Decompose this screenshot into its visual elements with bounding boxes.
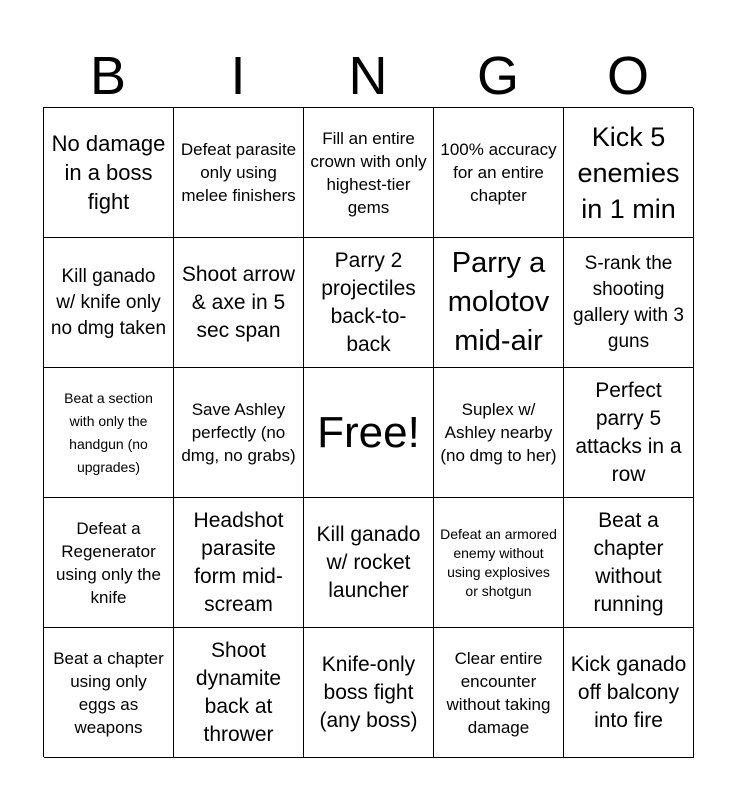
bingo-cell-r1c3[interactable] (304, 108, 434, 238)
cell-text: Parry a molotov mid-air (447, 247, 550, 357)
header-letter-g: G (476, 46, 519, 106)
bingo-cell-r2c5[interactable] (564, 238, 694, 368)
header-letter-o: O (606, 46, 649, 106)
bingo-cell-r5c1[interactable] (44, 628, 174, 758)
bingo-cell-r1c1[interactable] (44, 108, 174, 238)
bingo-cell-r3c4[interactable] (434, 368, 564, 498)
bingo-cell-r1c4[interactable] (434, 108, 564, 238)
cell-text: Knife-only boss fight (any boss) (319, 652, 418, 732)
cell-text: Clear entire encounter without taking damage (446, 648, 551, 737)
cell-text: Perfect parry 5 attacks in a row (575, 378, 682, 486)
bingo-cell-r3c1[interactable] (44, 368, 174, 498)
bingo-cell-r3c2[interactable] (174, 368, 304, 498)
bingo-cell-r5c3[interactable] (304, 628, 434, 758)
bingo-cell-r2c2[interactable] (174, 238, 304, 368)
cell-text: Defeat parasite only using melee finishers (180, 140, 297, 205)
bingo-cell-r1c2[interactable] (174, 108, 304, 238)
cell-text: Shoot dynamite back at thrower (195, 638, 282, 746)
bingo-cell-r5c4[interactable] (434, 628, 564, 758)
free-space-text: Free! (317, 407, 420, 457)
cell-text: Kick 5 enemies in 1 min (577, 121, 680, 224)
cell-text: Parry 2 projectiles back-to-back (321, 248, 416, 356)
cell-text: Defeat a Regenerator using only the knife (56, 518, 161, 607)
header-letter-i: I (230, 46, 246, 106)
cell-text: Kill ganado w/ knife only no dmg taken (50, 265, 167, 339)
cell-text: Suplex w/ Ashley nearby (no dmg to her) (440, 400, 557, 465)
cell-text: Beat a chapter using only eggs as weapons (53, 648, 164, 737)
bingo-cell-r4c2[interactable] (174, 498, 304, 628)
cell-text: Kick ganado off balcony into fire (570, 652, 687, 732)
cell-text: Beat a section with only the handgun (no upgrades) (64, 389, 153, 475)
bingo-board (43, 107, 693, 757)
cell-text: Save Ashley perfectly (no dmg, no grabs) (181, 400, 296, 465)
bingo-cell-r1c5[interactable] (564, 108, 694, 238)
header-letter-b: B (89, 46, 127, 106)
cell-text: S-rank the shooting gallery with 3 guns (573, 252, 684, 352)
bingo-cell-r4c4[interactable] (434, 498, 564, 628)
cell-text: Beat a chapter without running (593, 508, 664, 616)
cell-text: No damage in a boss fight (51, 131, 166, 214)
cell-text: Shoot arrow & axe in 5 sec span (181, 262, 296, 342)
header-letter-n: N (348, 46, 388, 106)
bingo-cell-r4c5[interactable] (564, 498, 694, 628)
bingo-cell-r4c1[interactable] (44, 498, 174, 628)
cell-text: Defeat an armored enemy without using explosives or shotgun (440, 525, 557, 599)
bingo-cell-r3c5[interactable] (564, 368, 694, 498)
bingo-cell-r2c1[interactable] (44, 238, 174, 368)
cell-text: Headshot parasite form mid-scream (193, 508, 284, 616)
bingo-cell-r5c2[interactable] (174, 628, 304, 758)
bingo-cell-r4c3[interactable] (304, 498, 434, 628)
bingo-cell-free[interactable] (304, 368, 434, 498)
bingo-header (43, 44, 693, 108)
cell-text: 100% accuracy for an entire chapter (440, 140, 557, 205)
bingo-cell-r2c4[interactable] (434, 238, 564, 368)
cell-text: Kill ganado w/ rocket launcher (316, 522, 421, 602)
bingo-cell-r5c5[interactable] (564, 628, 694, 758)
bingo-cell-r2c3[interactable] (304, 238, 434, 368)
cell-text: Fill an entire crown with only highest-tier gems (310, 128, 427, 217)
